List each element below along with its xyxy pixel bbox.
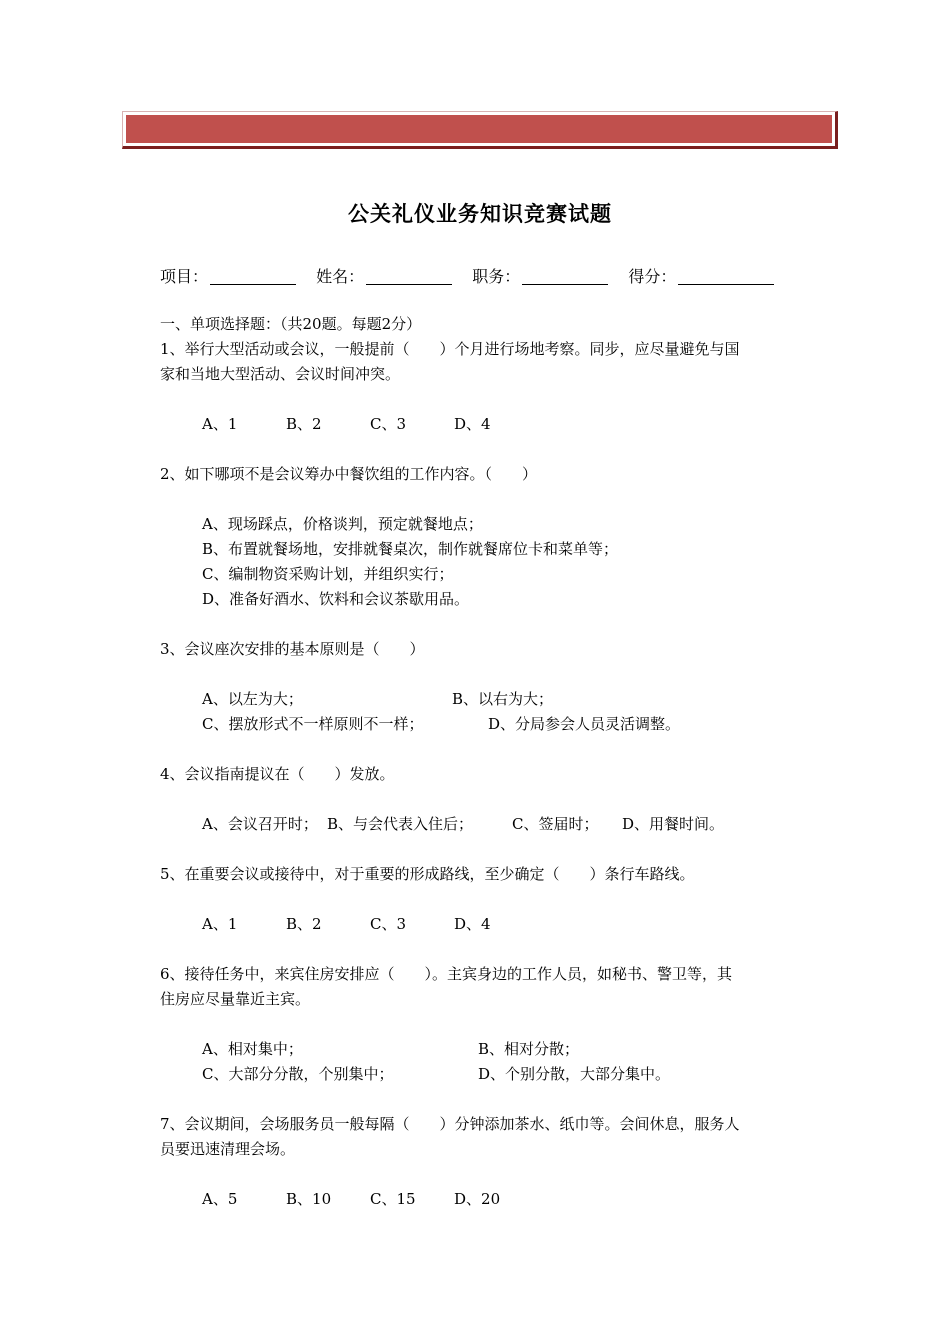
question-5-options <box>160 912 810 937</box>
page-title: 公关礼仪业务知识竞赛试题 <box>348 201 612 226</box>
option: A、以左为大； <box>202 690 303 708</box>
field-project: 项目： <box>160 264 296 287</box>
option: C、摆放形式不一样原则不一样； <box>202 715 424 733</box>
option: D、用餐时间。 <box>622 815 725 833</box>
option: C、15 <box>370 1190 416 1208</box>
option: C、签届时； <box>512 815 599 833</box>
header-banner-fill <box>126 115 832 143</box>
question-6-options-row-1 <box>160 1037 810 1062</box>
option: B、10 <box>286 1190 332 1208</box>
question-1-options <box>160 412 810 437</box>
option: B、2 <box>286 915 322 933</box>
option: D、20 <box>454 1190 501 1208</box>
project-blank[interactable] <box>210 268 296 285</box>
option: B、相对分散； <box>478 1040 580 1058</box>
question-7-options <box>160 1187 810 1212</box>
question-4-line-1: 4、会议指南提议在（ ）发放。 <box>160 765 395 783</box>
option: B、与会代表入住后； <box>327 815 474 833</box>
question-2-line-1: 2、如下哪项不是会议筹办中餐饮组的工作内容。（ ） <box>160 465 538 483</box>
option: B、2 <box>286 415 322 433</box>
question-2-option-a: A、现场踩点，价格谈判，预定就餐地点； <box>202 515 483 533</box>
question-1-line-1: 1、举行大型活动或会议，一般提前（ ）个月进行场地考察。同步，应尽量避免与国 <box>160 340 740 358</box>
option: B、以右为大； <box>452 690 554 708</box>
option: C、3 <box>370 415 407 433</box>
option: A、1 <box>202 415 238 433</box>
question-3-options-row-1 <box>160 687 810 712</box>
question-6-options-row-2 <box>160 1062 810 1087</box>
question-5-line-1: 5、在重要会议或接待中，对于重要的形成路线，至少确定（ ）条行车路线。 <box>160 865 695 883</box>
field-position: 职务： <box>472 264 608 287</box>
question-2-option-b: B、布置就餐场地，安排就餐桌次，制作就餐席位卡和菜单等； <box>202 540 619 558</box>
info-fields <box>160 264 820 287</box>
question-6-line-2: 住房应尽量靠近主宾。 <box>160 990 311 1008</box>
question-3-line-1: 3、会议座次安排的基本原则是（ ） <box>160 640 425 658</box>
question-3-options-row-2 <box>160 712 810 737</box>
question-7-line-2: 员要迅速清理会场。 <box>160 1140 296 1158</box>
section-heading: 一、单项选择题：（共20题。每题2分） <box>160 315 422 333</box>
question-1-line-2: 家和当地大型活动、会议时间冲突。 <box>160 365 401 383</box>
option: A、相对集中； <box>202 1040 303 1058</box>
option: A、5 <box>202 1190 238 1208</box>
header-banner <box>122 111 838 149</box>
option: D、分局参会人员灵活调整。 <box>488 715 681 733</box>
option: A、会议召开时； <box>202 815 318 833</box>
option: C、3 <box>370 915 407 933</box>
option: C、大部分分散，个别集中； <box>202 1065 394 1083</box>
field-score: 得分： <box>628 264 774 287</box>
question-7-line-1: 7、会议期间，会场服务员一般每隔（ ）分钟添加茶水、纸巾等。会间休息，服务人 <box>160 1115 740 1133</box>
option: D、4 <box>454 915 491 933</box>
question-2-option-d: D、准备好酒水、饮料和会议茶歇用品。 <box>202 590 470 608</box>
option: A、1 <box>202 915 238 933</box>
name-blank[interactable] <box>366 268 452 285</box>
exam-content <box>160 312 810 1212</box>
question-4-options <box>160 812 810 837</box>
option: D、4 <box>454 415 491 433</box>
question-2-option-c: C、编制物资采购计划，并组织实行； <box>202 565 454 583</box>
score-blank[interactable] <box>678 268 774 285</box>
position-blank[interactable] <box>522 268 608 285</box>
field-name: 姓名： <box>316 264 452 287</box>
question-6-line-1: 6、接待任务中，来宾住房安排应（ ）。主宾身边的工作人员，如秘书、警卫等，其 <box>160 965 733 983</box>
option: D、个别分散，大部分集中。 <box>478 1065 671 1083</box>
